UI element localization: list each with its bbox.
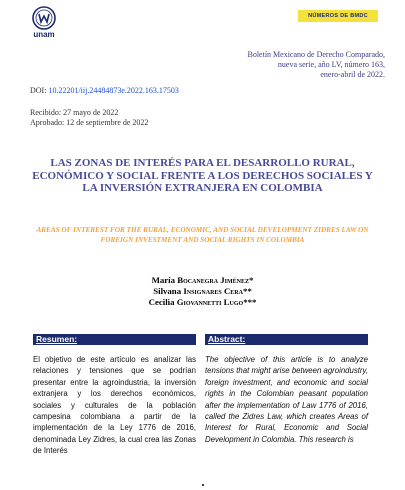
author-footnote-mark[interactable]: ** bbox=[242, 286, 252, 296]
author-first: Silvana bbox=[153, 286, 182, 296]
author bbox=[30, 286, 375, 297]
journal-citation bbox=[145, 50, 385, 80]
author-footnote-mark[interactable]: *** bbox=[243, 297, 257, 307]
title-english: AREAS OF INTEREST FOR THE RURAL, ECONOMIC, AND SOCIAL DEVELOPMENT ZIDRES LAW ON FOREIGN INVESTMENT AND SOCIAL RIGHTS IN COLOMBIA bbox=[36, 226, 369, 244]
resumen-column bbox=[33, 334, 196, 457]
author-first: María bbox=[151, 275, 176, 285]
journal-line: enero-abril de 2022. bbox=[320, 70, 385, 79]
author-list bbox=[30, 275, 375, 308]
doi-label: DOI: bbox=[30, 86, 47, 95]
author-last: Insignares Cera bbox=[183, 286, 243, 296]
author bbox=[30, 275, 375, 286]
unam-emblem-icon bbox=[32, 6, 56, 30]
journal-badge[interactable]: NÚMEROS DE BMDC bbox=[298, 10, 378, 22]
doi-link[interactable]: 10.22201/iij.24484873e.2022.163.17503 bbox=[48, 86, 179, 95]
received-date: Recibido: 27 mayo de 2022 bbox=[30, 108, 119, 117]
approved-date: Aprobado: 12 de septiembre de 2022 bbox=[30, 118, 149, 127]
unam-logo bbox=[28, 6, 60, 46]
page-dot bbox=[202, 484, 204, 486]
title-spanish: LAS ZONAS DE INTERÉS PARA EL DESARROLLO RURAL, ECONÓMICO Y SOCIAL FRENTE A LOS DERECHOS SOCIALES Y LA INVERSIÓN EXTRANJERA EN COLOMBIA bbox=[32, 157, 373, 194]
author bbox=[30, 297, 375, 308]
article-dates bbox=[30, 108, 148, 128]
logo-word: unam bbox=[33, 30, 55, 39]
abstract-column bbox=[205, 334, 368, 445]
resumen-text: El objetivo de este artículo es analizar las relaciones y tensiones que se podrían presentar entre la agroindustria, la inversión extranjera y los derechos económicos, sociales y culturales de la población campesina colombiana a partir de la implementación de la Ley 1776 de 2016, denominada Ley Zidres, la cual crea las Zonas de Interés bbox=[33, 355, 196, 456]
abstract-heading: Abstract: bbox=[205, 334, 368, 345]
doi bbox=[30, 86, 179, 96]
author-first: Cecilia bbox=[148, 297, 175, 307]
resumen-heading: Resumen: bbox=[33, 334, 196, 345]
author-last: Bocanegra Jiménez bbox=[177, 275, 250, 285]
author-footnote-mark[interactable]: * bbox=[249, 275, 254, 285]
journal-line: Boletín Mexicano de Derecho Comparado, bbox=[247, 50, 385, 59]
journal-line: nueva serie, año LV, número 163, bbox=[277, 60, 385, 69]
abstract-text: The objective of this article is to analyze tensions that might arise between agroindustry, foreign investment, and economic and social rights in the Colombian peasant population after the implementation of Law 1776 of 2016, called the Zidres Law, which creates Areas of Interest for Rural, Economic and Social Development in Colombia. This research is bbox=[205, 355, 368, 444]
author-last: Giovannetti Lugo bbox=[176, 297, 244, 307]
